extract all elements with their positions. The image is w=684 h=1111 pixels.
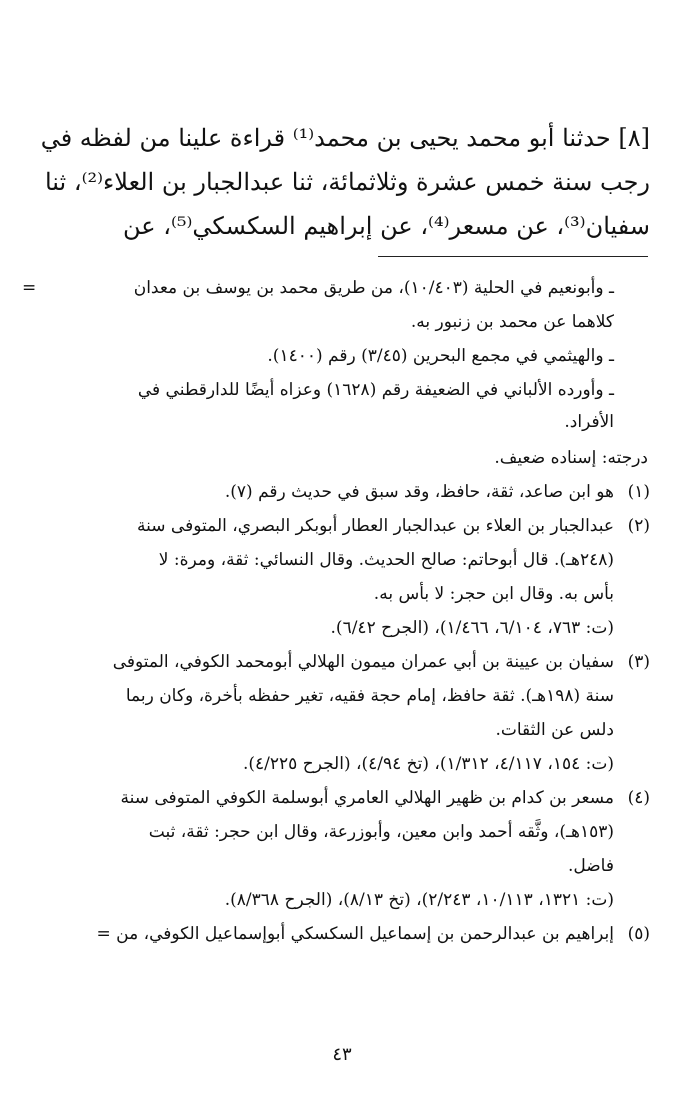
footnote-text: ـ وأورده الألباني في الضعيفة رقم (١٦٢٨) وعزاه أيضًا للدارقطني في bbox=[137, 380, 614, 400]
footnote-line bbox=[20, 788, 650, 824]
footnote-line bbox=[20, 584, 650, 620]
footnote-line bbox=[20, 550, 650, 586]
footnote-text: (ت: ٧٦٣، ٦/١٠٤، ١/٤٦٦)، (الجرح ٦/٤٢). bbox=[330, 618, 614, 638]
footnote-text: (ت: ١٥٤، ٤/١١٧، ١/٣١٢)، (تخ ٤/٩٤)، (الجرح ٤/٢٢٥). bbox=[243, 754, 614, 774]
footnote-line bbox=[20, 312, 650, 348]
footnote-separator bbox=[378, 256, 648, 257]
footnote-line bbox=[20, 686, 650, 722]
footnote-text: (١٥٣هـ)، وثَّقه أحمد وابن معين، وأبوزرعة، وقال ابن حجر: ثقة، ثبت bbox=[148, 822, 614, 842]
footnote-text: (ت: ١٣٢١، ١٠/١١٣، ٢/٢٤٣)، (تخ ٨/١٣)، (الجرح ٨/٣٦٨). bbox=[224, 890, 614, 910]
footnote-text: (٢٤٨هـ). قال أبوحاتم: صالح الحديث. وقال النسائي: ثقة، ومرة: لا bbox=[158, 550, 614, 570]
footnote-text: كلاهما عن محمد بن زنبور به. bbox=[410, 312, 614, 332]
footnote-text: إبراهيم بن عبدالرحمن بن إسماعيل السكسكي أبوإسماعيل الكوفي، من = bbox=[96, 924, 614, 944]
footnote-text: الأفراد. bbox=[564, 412, 614, 432]
footnote-text: هو ابن صاعد، ثقة، حافظ، وقد سبق في حديث رقم (٧). bbox=[224, 482, 614, 502]
footnote-number: (٥) bbox=[627, 924, 650, 944]
footnote-line bbox=[20, 652, 650, 688]
footnote-line bbox=[20, 346, 650, 382]
footnote-text: ـ والهيثمي في مجمع البحرين (٣/٤٥) رقم (١٤٠٠). bbox=[267, 346, 614, 366]
footnote-line bbox=[20, 412, 650, 448]
footnote-number: (٢) bbox=[627, 516, 650, 536]
footnote-line bbox=[20, 754, 650, 790]
footnote-text: عبدالجبار بن العلاء بن عبدالجبار العطار أبوبكر البصري، المتوفى سنة bbox=[137, 516, 614, 536]
footnote-number: (١) bbox=[627, 482, 650, 502]
hadith-line: سفيان⁽³⁾، عن مسعر⁽⁴⁾، عن إبراهيم السكسكي⁽⁵⁾، عن bbox=[123, 212, 650, 240]
hadith-line: [٨] حدثنا أبو محمد يحيى بن محمد⁽¹⁾ قراءة علينا من لفظه في bbox=[40, 124, 650, 152]
footnote-number: (٤) bbox=[627, 788, 650, 808]
footnote-text: فاضل. bbox=[567, 856, 614, 876]
footnote-text: سنة (١٩٨هـ). ثقة حافظ، إمام حجة فقيه، تغير حفظه بأخرة، وكان ربما bbox=[125, 686, 614, 706]
footnote-text: دلس عن الثقات. bbox=[495, 720, 614, 740]
footnote-text: سفيان بن عيينة بن أبي عمران ميمون الهلالي أبومحمد الكوفي، المتوفى bbox=[112, 652, 614, 672]
footnote-text: درجته: إسناده ضعيف. bbox=[494, 448, 648, 468]
page-number: ٤٣ bbox=[332, 1044, 352, 1065]
footnote-line bbox=[20, 924, 650, 960]
footnote-line bbox=[20, 822, 650, 858]
footnote-line bbox=[20, 380, 650, 416]
footnote-line bbox=[20, 856, 650, 892]
footnote-text: مسعر بن كدام بن ظهير الهلالي العامري أبوسلمة الكوفي المتوفى سنة bbox=[120, 788, 614, 808]
footnote-line bbox=[20, 482, 650, 518]
hadith-line: رجب سنة خمس عشرة وثلاثمائة، ثنا عبدالجبار بن العلاء⁽²⁾، ثنا bbox=[44, 168, 650, 196]
footnote-line bbox=[20, 890, 650, 926]
footnote-line bbox=[20, 278, 650, 314]
footnote-line bbox=[20, 448, 650, 484]
footnote-line bbox=[20, 720, 650, 756]
continuation-mark: = bbox=[22, 278, 37, 298]
footnote-text: ـ وأبونعيم في الحلية (١٠/٤٠٣)، من طريق محمد بن يوسف بن معدان bbox=[133, 278, 614, 298]
footnote-line bbox=[20, 516, 650, 552]
footnote-text: بأس به. وقال ابن حجر: لا بأس به. bbox=[373, 584, 614, 604]
footnote-line bbox=[20, 618, 650, 654]
hadith-text bbox=[38, 116, 650, 248]
footnote-number: (٣) bbox=[627, 652, 650, 672]
